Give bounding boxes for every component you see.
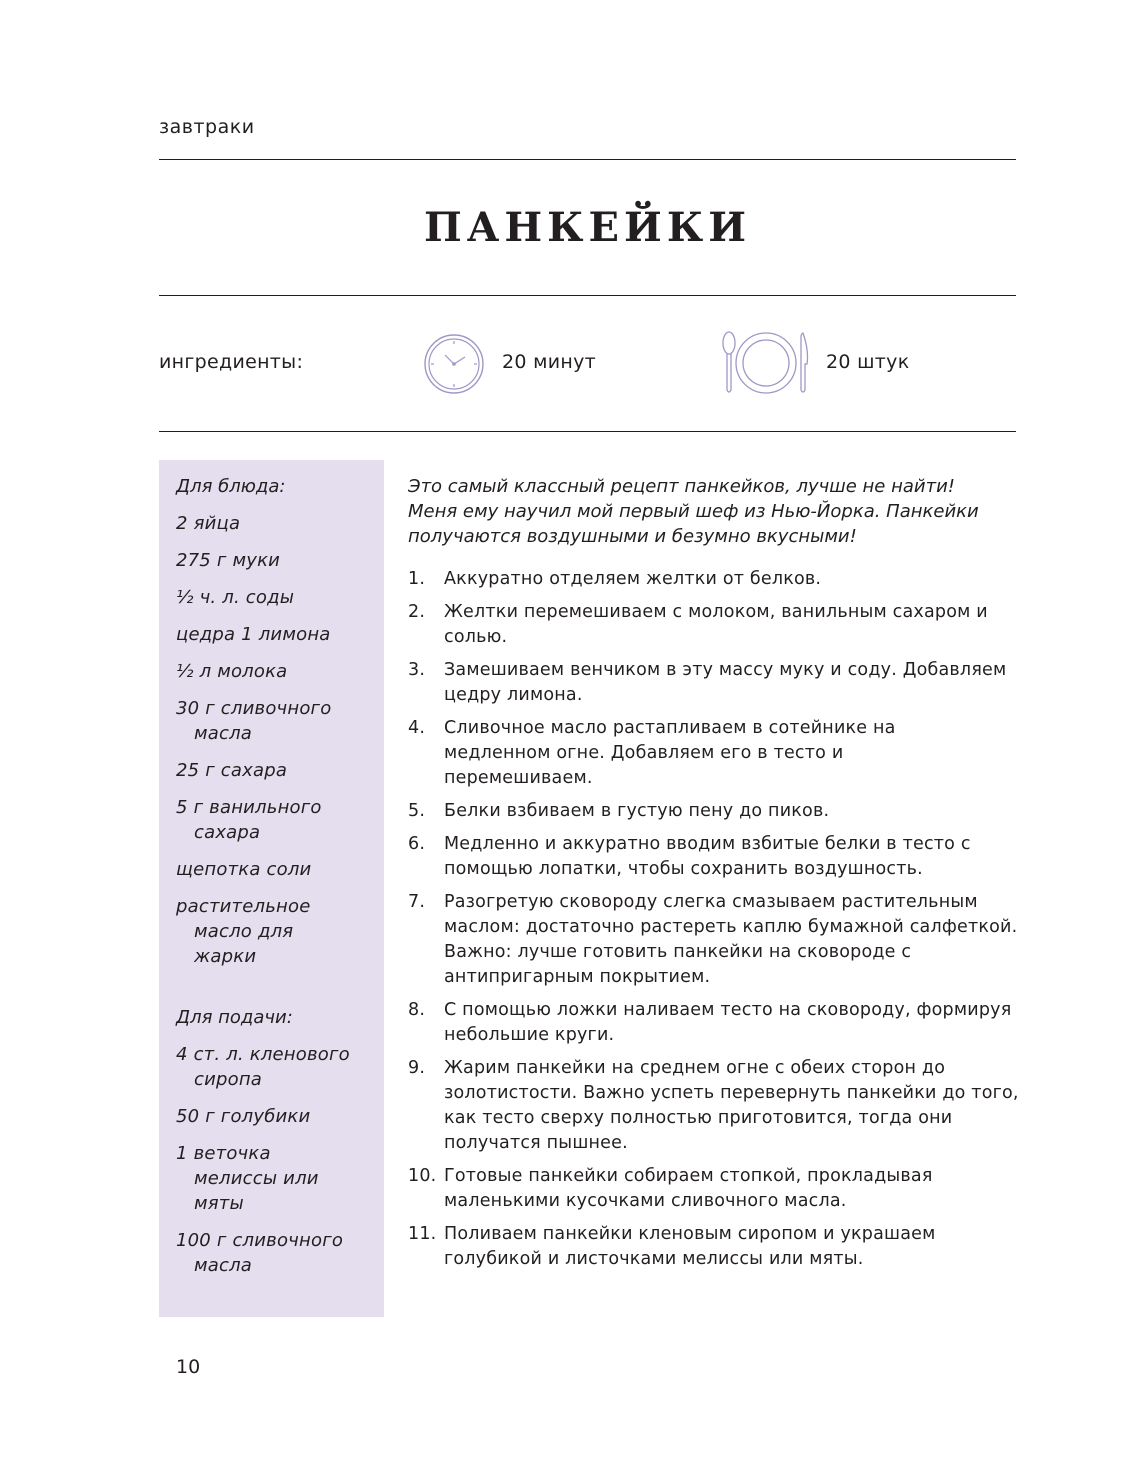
step-item (408, 658, 1028, 708)
step-text: Аккуратно отделяем желтки от белков. (444, 569, 822, 589)
step-text: Сливочное масло растапливаем в сотейнике на медленном огне. Добавляем его в тесто и перемешиваем. (444, 718, 896, 788)
ingredient-item: 30 г сливочного масла (176, 698, 332, 744)
step-number: 6. (408, 834, 426, 854)
meta-divider (159, 431, 1016, 432)
recipe-content (408, 474, 1028, 1280)
ingredients-label: ингредиенты: (159, 351, 304, 373)
step-number: 9. (408, 1058, 426, 1078)
ingredient-item: 2 яйца (176, 513, 241, 534)
step-item (408, 1164, 1028, 1214)
step-item (408, 890, 1028, 990)
step-number: 7. (408, 892, 426, 912)
ingredient-item: 25 г сахара (176, 760, 288, 781)
ingredients-panel (159, 460, 384, 1317)
step-number: 1. (408, 569, 426, 589)
step-number: 2. (408, 602, 426, 622)
ingredient-item: растительное масло для жарки (176, 896, 311, 967)
step-number: 8. (408, 1000, 426, 1020)
step-item (408, 1056, 1028, 1156)
serving-ingredients-heading: Для подачи: (176, 1007, 293, 1028)
step-number: 5. (408, 801, 426, 821)
step-item (408, 716, 964, 791)
step-text: Жарим панкейки на среднем огне с обеих сторон до золотистости. Важно успеть перевернуть панкейки до того, как тесто сверху полностью приготовится, тогда они получатся пышнее. (444, 1058, 1019, 1153)
recipe-title: ПАНКЕЙКИ (424, 204, 751, 251)
step-item (408, 600, 1028, 650)
steps-list (408, 567, 1028, 1272)
page-number: 10 (176, 1356, 201, 1378)
step-item (408, 567, 1028, 592)
step-text: Поливаем панкейки кленовым сиропом и украшаем голубикой и листочками мелиссы или мяты. (444, 1224, 936, 1269)
ingredient-item: 100 г сливочного масла (176, 1230, 344, 1276)
step-number: 3. (408, 660, 426, 680)
serving-ingredients-list (176, 1042, 374, 1278)
ingredient-item: цедра 1 лимона (176, 624, 331, 645)
clock-icon (423, 333, 485, 395)
ingredient-item: 5 г ванильного сахара (176, 797, 322, 843)
step-number: 4. (408, 718, 426, 738)
title-divider (159, 295, 1016, 296)
ingredient-item: 275 г муки (176, 550, 281, 571)
step-number: 10. (408, 1166, 437, 1186)
ingredient-item: 4 ст. л. кленового сиропа (176, 1044, 350, 1090)
section-label: завтраки (159, 116, 255, 138)
ingredient-item: 50 г голубики (176, 1106, 311, 1127)
dish-ingredients-list (176, 511, 374, 969)
ingredient-item: щепотка соли (176, 859, 312, 880)
step-text: Разогретую сковороду слегка смазываем растительным маслом: достаточно растереть каплю бумажной салфеткой. Важно: лучше готовить панкейки на сковороде с антипригарным покрытием. (444, 892, 1018, 987)
top-divider (159, 159, 1016, 160)
step-item (408, 998, 1028, 1048)
prep-time: 20 минут (502, 351, 597, 373)
step-item (408, 799, 1028, 824)
step-number: 11. (408, 1224, 437, 1244)
dish-ingredients-heading: Для блюда: (176, 476, 286, 497)
ingredient-item: ½ л молока (176, 661, 288, 682)
step-text: Замешиваем венчиком в эту массу муку и соду. Добавляем цедру лимона. (444, 660, 1007, 705)
step-text: Желтки перемешиваем с молоком, ванильным сахаром и солью. (444, 602, 988, 647)
step-text: С помощью ложки наливаем тесто на сковороду, формируя небольшие круги. (444, 1000, 1012, 1045)
step-item (408, 832, 984, 882)
recipe-intro: Это самый классный рецепт панкейков, лучше не найти! Меня ему научил мой первый шеф из Нью-Йорка. Панкейки получаются воздушными и безумно вкусными! (408, 476, 979, 547)
step-text: Медленно и аккуратно вводим взбитые белки в тесто с помощью лопатки, чтобы сохранить воздушность. (444, 834, 971, 879)
step-text: Белки взбиваем в густую пену до пиков. (444, 801, 830, 821)
step-item (408, 1222, 1028, 1272)
ingredient-item: 1 веточка мелиссы или мяты (176, 1143, 319, 1214)
step-text: Готовые панкейки собираем стопкой, прокладывая маленькими кусочками сливочного масла. (444, 1166, 933, 1211)
yield: 20 штук (826, 351, 910, 373)
cutlery-icon (717, 330, 813, 396)
ingredient-item: ½ ч. л. соды (176, 587, 295, 608)
